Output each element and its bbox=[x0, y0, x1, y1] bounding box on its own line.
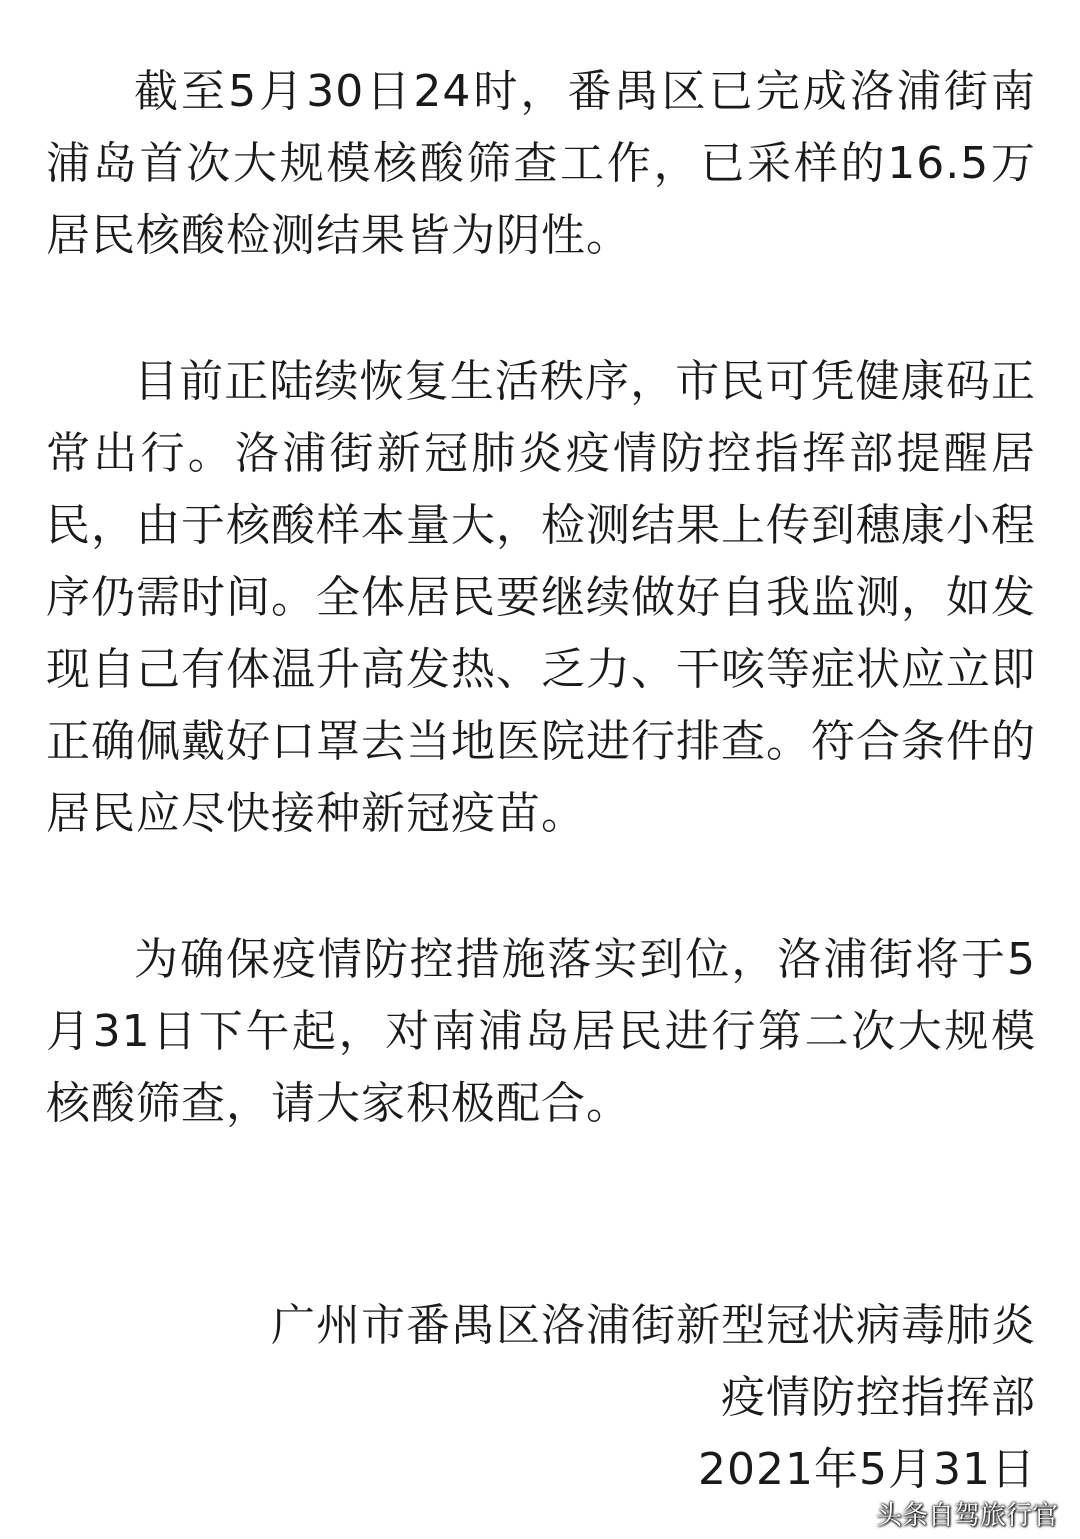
paragraph-second-screening: 为确保疫情防控措施落实到位，洛浦街将于5月31日下午起，对南浦岛居民进行第二次大规模核酸筛查，请大家积极配合。 bbox=[46, 934, 1036, 1129]
signature-date: 2021年5月31日 bbox=[698, 1444, 1036, 1495]
signature-organization-line2: 疫情防控指挥部 bbox=[721, 1372, 1036, 1423]
paragraph-screening-result: 截至5月30日24时，番禺区已完成洛浦街南浦岛首次大规模核酸筛查工作，已采样的16.5万居民核酸检测结果皆为阴性。 bbox=[46, 66, 1036, 261]
paragraph-health-reminder: 目前正陆续恢复生活秩序，市民可凭健康码正常出行。洛浦街新冠肺炎疫情防控指挥部提醒居民，由于核酸样本量大，检测结果上传到穗康小程序仍需时间。全体居民要继续做好自我监测，如发现自己有体温升高发热、乏力、干咳等症状应立即正确佩戴好口罩去当地医院进行排查。符合条件的居民应尽快接种新冠疫苗。 bbox=[46, 356, 1036, 839]
signature-organization-line1: 广州市番禺区洛浦街新型冠状病毒肺炎 bbox=[271, 1300, 1036, 1351]
watermark: 头条自驾旅行官 bbox=[875, 1501, 1058, 1531]
signature-block bbox=[271, 1290, 1036, 1506]
